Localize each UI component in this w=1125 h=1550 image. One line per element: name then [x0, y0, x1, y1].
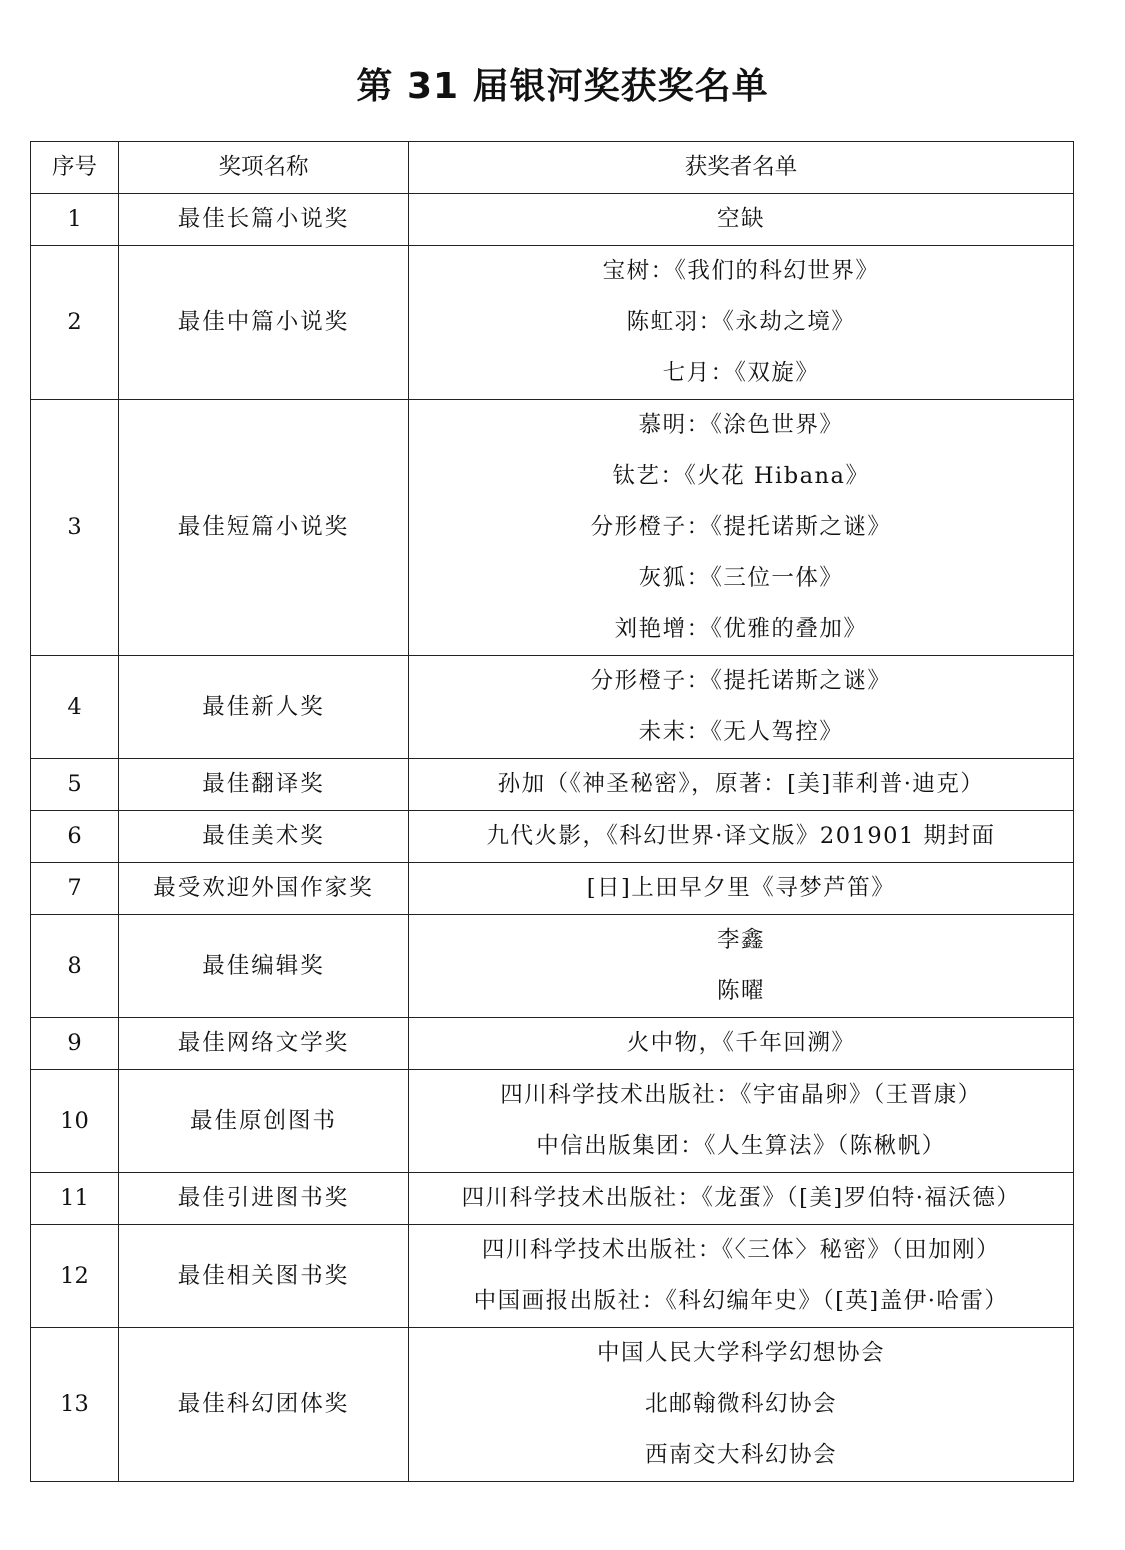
winners-cell — [409, 915, 1074, 1018]
winner-entry: 慕明：《涂色世界》 — [638, 412, 844, 438]
winner-entry: 孙加（《神圣秘密》，原著：[美]菲利普·迪克） — [497, 771, 985, 797]
table-row — [31, 1173, 1074, 1225]
row-number: 6 — [31, 811, 119, 863]
winners-cell — [409, 759, 1074, 811]
award-name: 最佳翻译奖 — [119, 759, 409, 811]
winner-entry: 中国画报出版社：《科幻编年史》（[英]盖伊·哈雷） — [473, 1288, 1009, 1314]
award-name: 最佳相关图书奖 — [119, 1225, 409, 1328]
row-number: 3 — [31, 400, 119, 656]
winners-cell — [409, 246, 1074, 400]
winner-entry: 中国人民大学科学幻想协会 — [596, 1340, 885, 1366]
table-row — [31, 400, 1074, 656]
winner-entry: 分形橙子：《提托诺斯之谜》 — [590, 668, 892, 694]
row-number: 13 — [31, 1328, 119, 1482]
winners-cell — [409, 1225, 1074, 1328]
award-name: 最佳科幻团体奖 — [119, 1328, 409, 1482]
row-number: 1 — [31, 194, 119, 246]
winner-entry: 刘艳增：《优雅的叠加》 — [614, 616, 868, 642]
table-row — [31, 915, 1074, 1018]
winners-cell — [409, 194, 1074, 246]
winner-entry: 分形橙子：《提托诺斯之谜》 — [590, 514, 892, 540]
award-name: 最佳中篇小说奖 — [119, 246, 409, 400]
award-name: 最佳原创图书 — [119, 1070, 409, 1173]
table-row — [31, 1225, 1074, 1328]
row-number: 2 — [31, 246, 119, 400]
row-number: 4 — [31, 656, 119, 759]
winner-entry: 宝树：《我们的科幻世界》 — [602, 258, 880, 284]
row-number: 7 — [31, 863, 119, 915]
award-name: 最佳新人奖 — [119, 656, 409, 759]
award-name: 最佳网络文学奖 — [119, 1018, 409, 1070]
table-row — [31, 194, 1074, 246]
row-number: 11 — [31, 1173, 119, 1225]
table-row — [31, 1070, 1074, 1173]
winner-entry: 陈虹羽：《永劫之境》 — [626, 309, 856, 335]
winners-cell — [409, 400, 1074, 656]
winner-entry: 西南交大科幻协会 — [644, 1442, 837, 1468]
row-number: 9 — [31, 1018, 119, 1070]
document-title: 第 31 届银河奖获奖名单 — [356, 66, 769, 107]
winner-entry: [日]上田早夕里《寻梦芦笛》 — [586, 875, 896, 901]
award-name: 最佳编辑奖 — [119, 915, 409, 1018]
table-row — [31, 863, 1074, 915]
winners-cell — [409, 1070, 1074, 1173]
winner-entry: 陈曜 — [716, 978, 765, 1004]
table-body — [31, 194, 1074, 1482]
table-row — [31, 1018, 1074, 1070]
winner-entry: 钛艺：《火花 Hibana》 — [612, 463, 870, 489]
row-number: 8 — [31, 915, 119, 1018]
winner-entry: 九代火影，《科幻世界·译文版》201901 期封面 — [486, 823, 996, 849]
winner-entry: 中信出版集团：《人生算法》（陈楸帆） — [536, 1133, 946, 1159]
header-no: 序号 — [31, 142, 119, 194]
winner-entry: 灰狐：《三位一体》 — [638, 565, 844, 591]
winner-entry: 四川科学技术出版社：《龙蛋》（[美]罗伯特·福沃德） — [461, 1185, 1021, 1211]
table-row — [31, 759, 1074, 811]
table-row — [31, 1328, 1074, 1482]
winners-cell — [409, 1328, 1074, 1482]
winners-cell — [409, 863, 1074, 915]
table-row — [31, 811, 1074, 863]
award-name: 最佳长篇小说奖 — [119, 194, 409, 246]
awards-table — [30, 141, 1074, 1482]
award-name: 最佳美术奖 — [119, 811, 409, 863]
table-row — [31, 246, 1074, 400]
winner-entry: 七月：《双旋》 — [662, 360, 820, 386]
winners-cell — [409, 1018, 1074, 1070]
award-name: 最佳引进图书奖 — [119, 1173, 409, 1225]
table-header-row — [31, 142, 1074, 194]
header-winners: 获奖者名单 — [409, 142, 1074, 194]
winners-cell — [409, 811, 1074, 863]
award-name: 最佳短篇小说奖 — [119, 400, 409, 656]
winner-entry: 未末：《无人驾控》 — [638, 719, 844, 745]
winner-entry: 李鑫 — [716, 927, 765, 953]
table-row — [31, 656, 1074, 759]
winners-cell — [409, 656, 1074, 759]
award-name: 最受欢迎外国作家奖 — [119, 863, 409, 915]
row-number: 12 — [31, 1225, 119, 1328]
header-award: 奖项名称 — [119, 142, 409, 194]
winner-entry: 四川科学技术出版社：《〈三体〉秘密》（田加刚） — [481, 1237, 1001, 1263]
winner-entry: 四川科学技术出版社：《宇宙晶卵》（王晋康） — [500, 1082, 982, 1108]
winner-entry: 空缺 — [716, 206, 765, 232]
row-number: 5 — [31, 759, 119, 811]
winner-entry: 火中物，《千年回溯》 — [626, 1030, 856, 1056]
row-number: 10 — [31, 1070, 119, 1173]
winners-cell — [409, 1173, 1074, 1225]
winner-entry: 北邮翰微科幻协会 — [644, 1391, 837, 1417]
